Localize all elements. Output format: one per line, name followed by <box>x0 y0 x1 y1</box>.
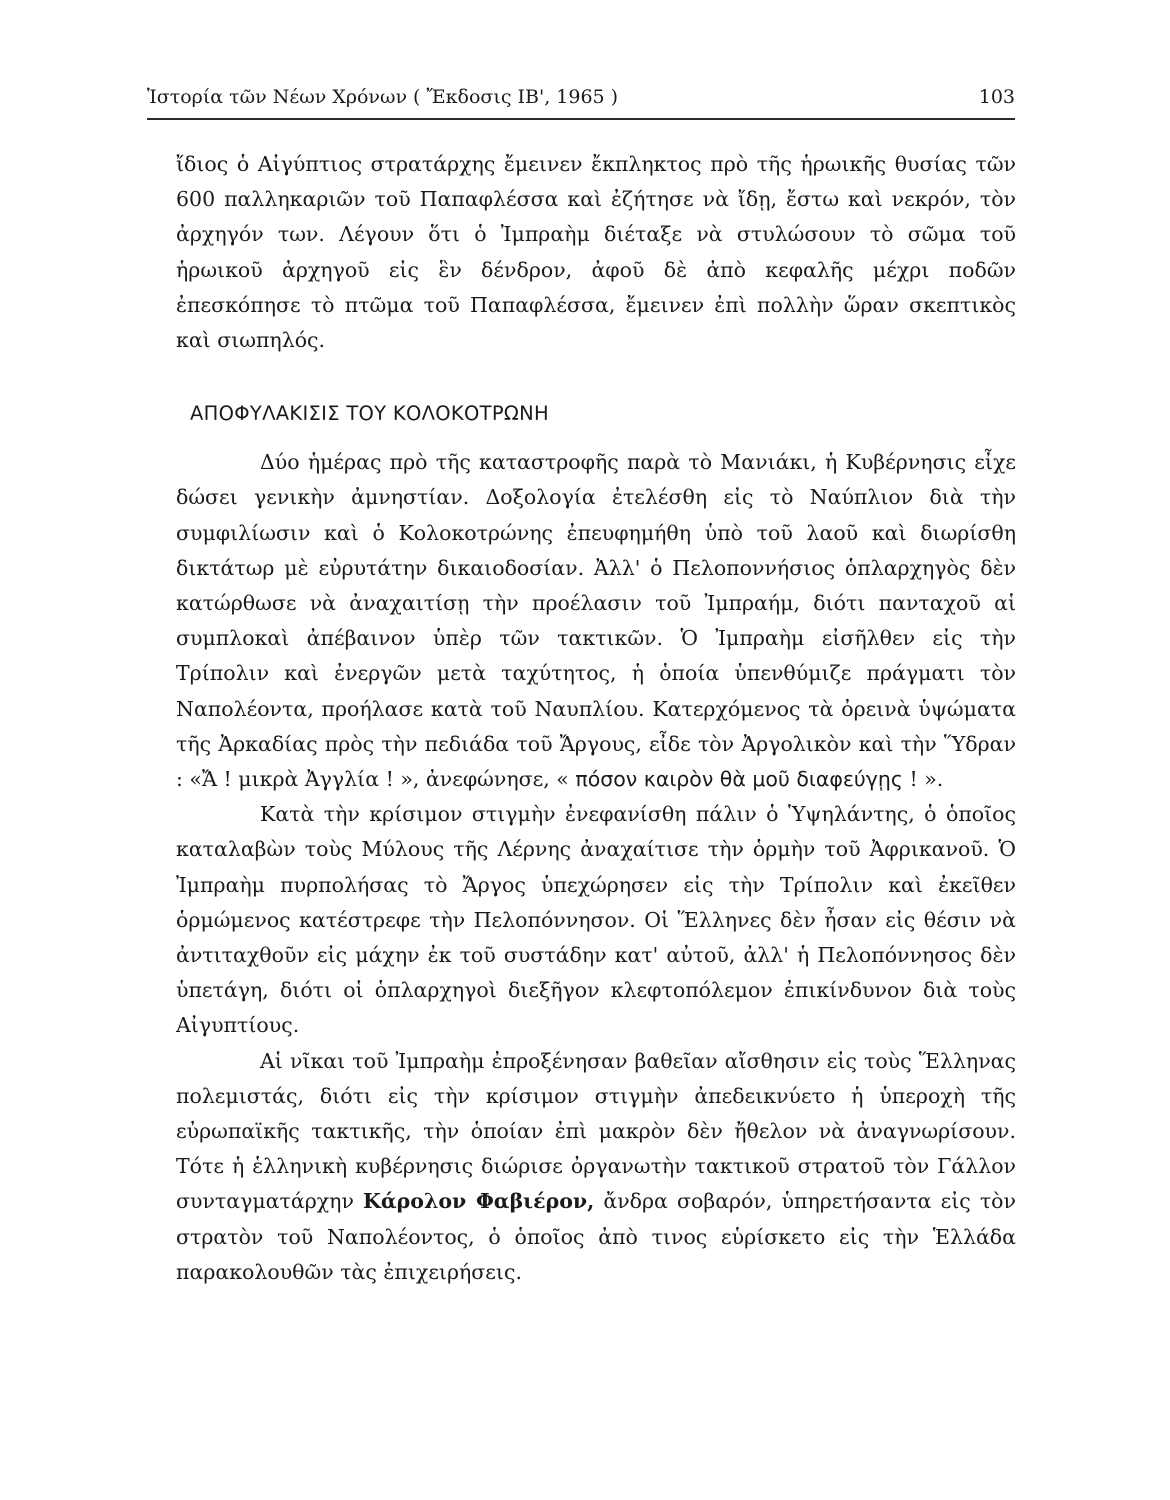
paragraph-1 <box>176 445 1016 797</box>
intro-paragraph: ἴδιος ὁ Αἰγύπτιος στρατάρχης ἔμεινεν ἔκπληκτος πρὸ τῆς ἡρωικῆς θυσίας τῶν 600 παλληκαριῶν τοῦ Παπαφλέσσα καὶ ἐζήτησε νὰ ἴδῃ, ἔστω καὶ νεκρόν, τὸν ἀρχηγόν των. Λέγουν ὅτι ὁ Ἰμπραὴμ διέταξε νὰ στυλώσουν τὸ σῶμα τοῦ ἡρωικοῦ ἀρχηγοῦ εἰς ἓν δένδρον, ἀφοῦ δὲ ἀπὸ κεφαλῆς μέχρι ποδῶν ἐπεσκόπησε τὸ πτῶμα τοῦ Παπαφλέσσα, ἔμεινεν ἐπὶ πολλὴν ὥραν σκεπτικὸς καὶ σιωπηλός. <box>176 152 1016 353</box>
bold-name: Κάρολον Φαβιέρον, <box>363 1189 595 1214</box>
paragraph-3-end: ἄνδρα σοβαρόν, ὑπηρετήσαντα εἰς τὸν στρατὸν τοῦ Ναπολέοντος, ὁ ὁποῖος ἀπὸ τινος εὑρίσκετο εἰς τὴν Ἑλλάδα παρακολουθῶν τὰς ἐπιχειρήσεις. <box>176 1189 1016 1284</box>
header-rule <box>147 118 1015 120</box>
paragraph-1-text: Δύο ἡμέρας πρὸ τῆς καταστροφῆς παρὰ τὸ Μανιάκι, ἡ Κυβέρνησις εἶχε δώσει γενικὴν ἀμνηστίαν. Δοξολογία ἐτελέσθη εἰς τὸ Ναύπλιον διὰ τὴν συμφιλίωσιν καὶ ὁ Κολοκοτρώνης ἐπευφημήθη ὑπὸ τοῦ λαοῦ καὶ διωρίσθη δικτάτωρ μὲ εὐρυτάτην δικαιοδοσίαν. Ἀλλ' ὁ Πελοποννήσιος ὁπλαρχηγὸς δὲν κατώρθωσε νὰ ἀναχαιτίσῃ τὴν προέλασιν τοῦ Ἰμπραήμ, διότι πανταχοῦ αἱ συμπλοκαὶ ἀπέβαινον ὑπὲρ τῶν τακτικῶν. Ὁ Ἰμπραὴμ εἰσῆλθεν εἰς τὴν Τρίπολιν καὶ ἐνεργῶν μετὰ ταχύτητος, ἡ ὁποία ὑπενθύμιζε πράγματι τὸν Ναπολέοντα, προήλασε κατὰ τοῦ Ναυπλίου. Κατερχόμενος τὰ ὀρεινὰ ὑψώματα τῆς Ἀρκαδίας πρὸς τὴν πεδιάδα τοῦ Ἄργους, εἶδε τὸν Ἀργολικὸν καὶ τὴν Ὕδραν : «Ἄ ! μικρὰ Ἀγγλία ! », ἀνεφώνησε, « <box>176 450 1016 792</box>
paragraph-3-text: Αἱ νῖκαι τοῦ Ἰμπραὴμ ἐπροξένησαν βαθεῖαν αἴσθησιν εἰς τοὺς Ἕλληνας πολεμιστάς, διότι εἰς τὴν κρίσιμον στιγμὴν ἀπεδεικνύετο ἡ ὑπεροχὴ τῆς εὐρωπαϊκῆς τακτικῆς, τὴν ὁποίαν ἐπὶ μακρὸν δὲν ἤθελον νὰ ἀναγνωρίσουν. Τότε ἡ ἑλληνικὴ κυβέρνησις διώρισε ὀργανωτὴν τακτικοῦ στρατοῦ τὸν Γάλλον συνταγματάρχην <box>176 1048 1016 1214</box>
running-title: Ἱστορία τῶν Νέων Χρόνων ( Ἔκδοσις ΙΒ', 1965 ) <box>147 86 619 108</box>
section-heading: ΑΠΟΦΥΛΑΚΙΣΙΣ ΤΟΥ ΚΟΛΟΚΟΤΡΩΝΗ <box>190 402 549 426</box>
body-text <box>176 147 1016 1290</box>
page-number: 103 <box>978 86 1015 108</box>
paragraph-2: Κατὰ τὴν κρίσιμον στιγμὴν ἐνεφανίσθη πάλιν ὁ Ὑψηλάντης, ὁ ὁποῖος καταλαβὼν τοὺς Μύλους τῆς Λέρνης ἀναχαίτισε τὴν ὁρμὴν τοῦ Ἀφρικανοῦ. Ὁ Ἰμπραὴμ πυρπολήσας τὸ Ἄργος ὑπεχώρησεν εἰς τὴν Τρίπολιν καὶ ἐκεῖθεν ὁρμώμενος κατέστρεφε τὴν Πελοπόννησον. Οἱ Ἕλληνες δὲν ἦσαν εἰς θέσιν νὰ ἀντιταχθοῦν εἰς μάχην ἐκ τοῦ συστάδην κατ' αὐτοῦ, ἀλλ' ἡ Πελοπόννησος δὲν ὑπετάγη, διότι οἱ ὁπλαρχηγοὶ διεξῆγον κλεφτοπόλεμον ἐπικίνδυνον διὰ τοὺς Αἰγυπτίους. <box>176 802 1016 1038</box>
paragraph-3 <box>176 1044 1016 1290</box>
quoted-exclamation: πόσον καιρὸν θὰ μοῦ διαφεύγῃς <box>575 767 903 792</box>
running-header <box>147 86 1015 108</box>
paragraph-1-end: ! ». <box>909 767 944 792</box>
